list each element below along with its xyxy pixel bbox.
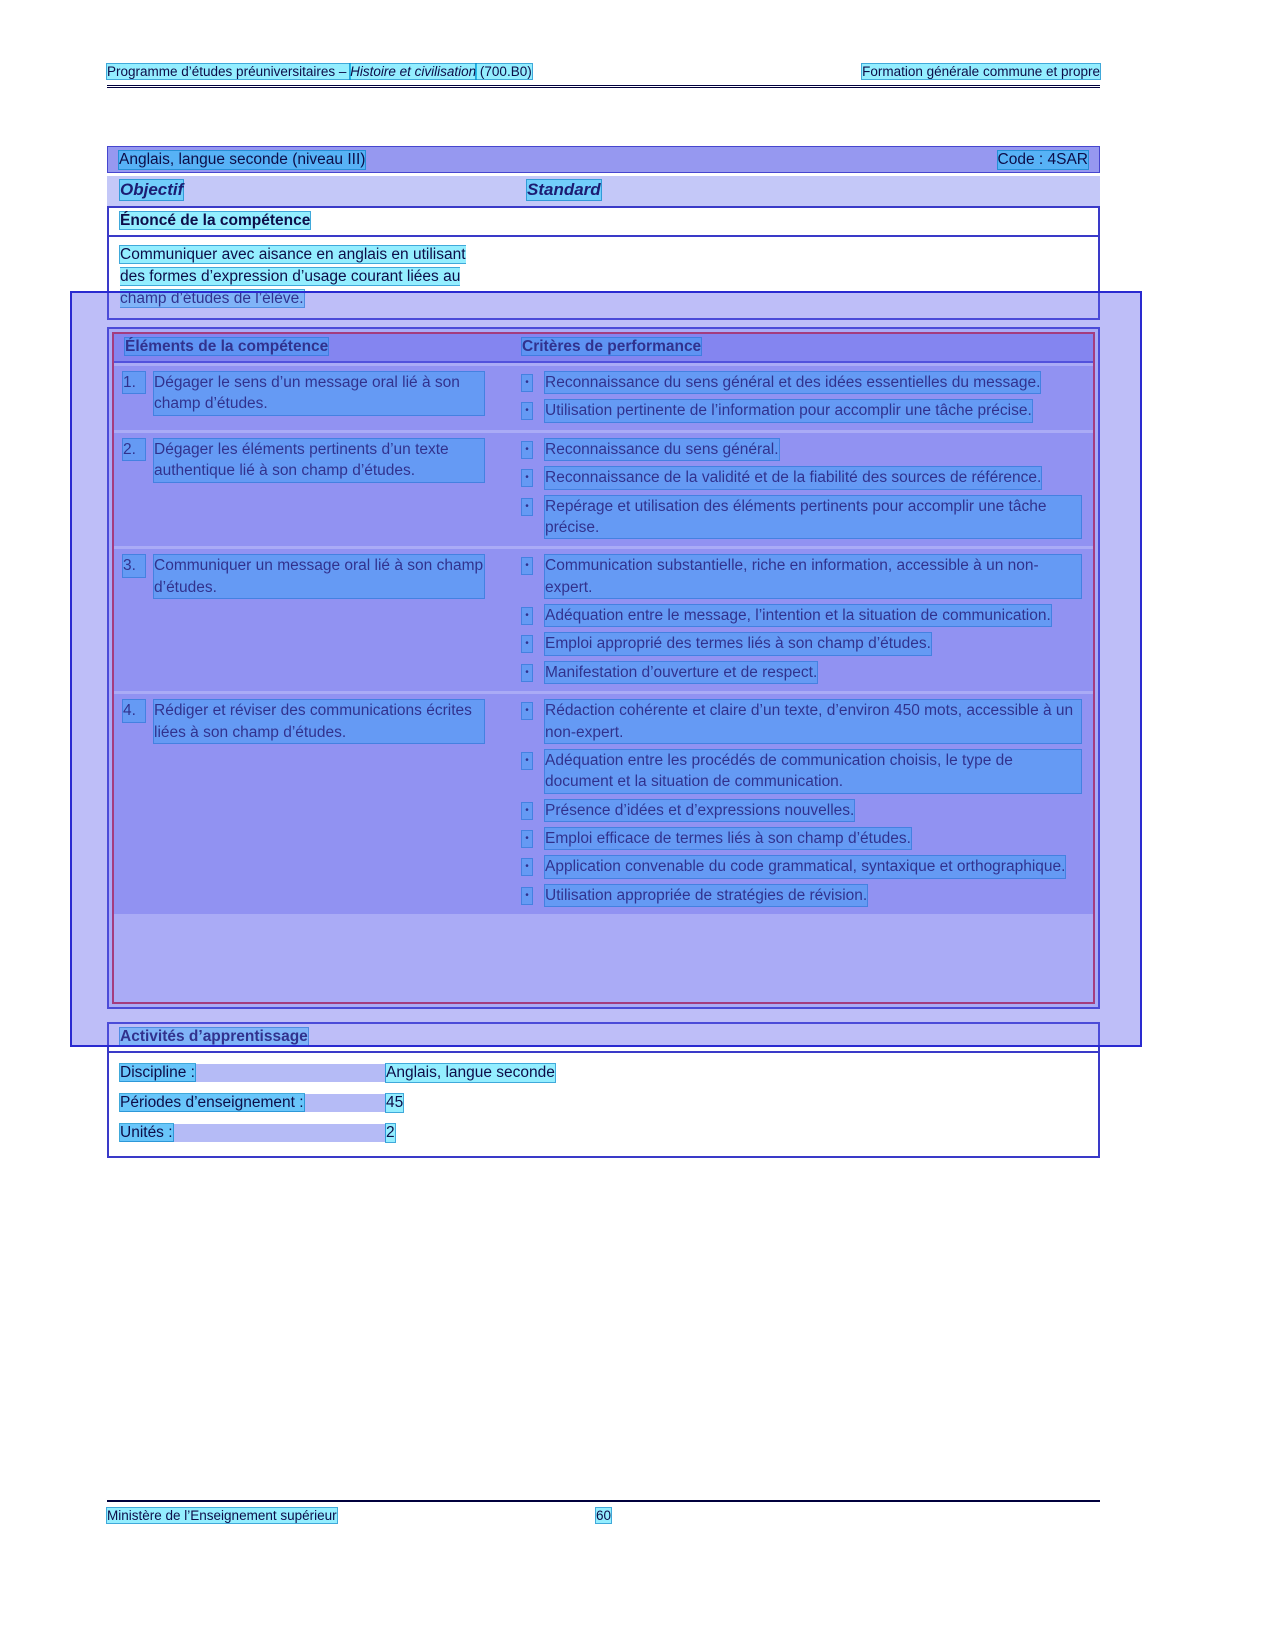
criterion-item xyxy=(522,662,1081,683)
activites-section xyxy=(107,1022,1100,1158)
row-number: 3. xyxy=(123,555,145,576)
bullet-marker: • xyxy=(522,608,532,624)
criterion-text: Communication substantielle, riche en information, accessible à un non-expert. xyxy=(545,555,1081,598)
field-label: Périodes d’enseignement : xyxy=(120,1094,304,1111)
criteria-cell xyxy=(514,555,1093,683)
header-right: Formation générale commune et propre xyxy=(862,64,1100,79)
field-value: Anglais, langue seconde xyxy=(386,1064,555,1081)
criterion-text: Adéquation entre le message, l’intention et la situation de communication. xyxy=(545,605,1051,626)
field-row xyxy=(120,1064,1087,1082)
criterion-item xyxy=(522,400,1081,421)
bullet-marker: • xyxy=(522,703,532,719)
header-left-suffix: (700.B0) xyxy=(476,64,532,79)
objectif-standard-band xyxy=(107,176,1100,206)
enonce-body: Communiquer avec aisance en anglais en utilisant des formes d’expression d’usage courant liées au champ d’études de l’élève. xyxy=(120,246,466,307)
bullet-marker: • xyxy=(522,558,532,574)
criterion-text: Application convenable du code grammatical, syntaxique et orthographique. xyxy=(545,856,1065,877)
field-value: 45 xyxy=(386,1094,404,1111)
criteres-header: Critères de performance xyxy=(522,338,702,355)
competence-table xyxy=(112,332,1095,1004)
table-header-row xyxy=(114,334,1093,363)
element-cell xyxy=(114,555,514,683)
criteria-cell xyxy=(514,372,1093,422)
footer-left: Ministère de l’Enseignement supérieur xyxy=(107,1508,337,1523)
objectif-heading: Objectif xyxy=(120,180,184,199)
course-title: Anglais, langue seconde (niveau III) xyxy=(119,150,366,168)
criterion-item xyxy=(522,856,1081,877)
bullet-marker: • xyxy=(522,665,532,681)
enonce-body-wrap xyxy=(109,237,489,317)
criteria-cell xyxy=(514,439,1093,539)
criterion-text: Présence d’idées et d’expressions nouvelles. xyxy=(545,800,854,821)
running-header xyxy=(107,64,1100,88)
enonce-heading: Énoncé de la compétence xyxy=(120,212,311,229)
course-code: Code : 4SAR xyxy=(997,150,1088,168)
activites-fields xyxy=(109,1053,1098,1142)
criterion-item xyxy=(522,372,1081,393)
table-row xyxy=(114,694,1093,914)
criterion-text: Rédaction cohérente et claire d’un texte, d’environ 450 mots, accessible à un non-expert. xyxy=(545,700,1081,743)
criterion-item xyxy=(522,828,1081,849)
competence-table-outer xyxy=(107,327,1100,1009)
field-label-bar xyxy=(120,1124,386,1142)
criterion-text: Utilisation appropriée de stratégies de révision. xyxy=(545,885,867,906)
bullet-marker: • xyxy=(522,499,532,515)
field-value: 2 xyxy=(386,1124,395,1141)
criterion-item xyxy=(522,439,1081,460)
criterion-text: Reconnaissance du sens général et des idées essentielles du message. xyxy=(545,372,1040,393)
field-label: Discipline : xyxy=(120,1064,195,1081)
header-left-prefix: Programme d’études préuniversitaires – xyxy=(107,64,351,79)
bullet-marker: • xyxy=(522,888,532,904)
bullet-marker: • xyxy=(522,403,532,419)
element-cell xyxy=(114,372,514,422)
criterion-item xyxy=(522,467,1081,488)
field-row xyxy=(120,1124,1087,1142)
criterion-item xyxy=(522,496,1081,539)
bullet-marker: • xyxy=(522,753,532,769)
table-row xyxy=(114,549,1093,691)
criterion-text: Utilisation pertinente de l’information pour accomplir une tâche précise. xyxy=(545,400,1032,421)
criterion-text: Repérage et utilisation des éléments pertinents pour accomplir une tâche précise. xyxy=(545,496,1081,539)
row-number: 2. xyxy=(123,439,145,460)
table-row xyxy=(114,433,1093,547)
criterion-text: Emploi approprié des termes liés à son champ d’études. xyxy=(545,633,931,654)
element-cell xyxy=(114,439,514,539)
page-number-wrap xyxy=(107,1508,1100,1523)
criterion-text: Emploi efficace de termes liés à son champ d’études. xyxy=(545,828,911,849)
criterion-item xyxy=(522,800,1081,821)
header-left-italic: Histoire et civilisation xyxy=(350,64,477,79)
element-cell xyxy=(114,700,514,906)
bullet-marker: • xyxy=(522,636,532,652)
bullet-marker: • xyxy=(522,859,532,875)
criterion-item xyxy=(522,633,1081,654)
criterion-item xyxy=(522,885,1081,906)
criterion-text: Adéquation entre les procédés de communication choisis, le type de document et la situation de communication. xyxy=(545,750,1081,793)
bullet-marker: • xyxy=(522,470,532,486)
bullet-marker: • xyxy=(522,375,532,391)
criterion-item xyxy=(522,700,1081,743)
element-text: Communiquer un message oral lié à son champ d’études. xyxy=(154,555,484,598)
row-number: 1. xyxy=(123,372,145,393)
field-label-bar xyxy=(120,1094,386,1112)
elements-header: Éléments de la compétence xyxy=(125,338,329,355)
bullet-marker: • xyxy=(522,803,532,819)
criterion-text: Reconnaissance de la validité et de la fiabilité des sources de référence. xyxy=(545,467,1041,488)
field-label: Unités : xyxy=(120,1124,173,1141)
table-row xyxy=(114,366,1093,430)
enonce-section xyxy=(107,206,1100,320)
enonce-heading-row xyxy=(109,208,1098,237)
page-footer xyxy=(107,1500,1100,1523)
header-left xyxy=(107,64,532,79)
field-label-bar xyxy=(120,1064,386,1082)
field-row xyxy=(120,1094,1087,1112)
activites-heading-row xyxy=(109,1024,1098,1053)
criteria-cell xyxy=(514,700,1093,906)
element-text: Dégager le sens d’un message oral lié à son champ d’études. xyxy=(154,372,484,415)
criterion-item xyxy=(522,750,1081,793)
page-number: 60 xyxy=(595,1508,612,1523)
course-title-bar xyxy=(107,146,1100,173)
standard-heading: Standard xyxy=(527,180,601,199)
criterion-text: Reconnaissance du sens général. xyxy=(545,439,779,460)
element-text: Dégager les éléments pertinents d’un texte authentique lié à son champ d’études. xyxy=(154,439,484,482)
criterion-item xyxy=(522,555,1081,598)
bullet-marker: • xyxy=(522,442,532,458)
criterion-item xyxy=(522,605,1081,626)
row-number: 4. xyxy=(123,700,145,721)
criterion-text: Manifestation d’ouverture et de respect. xyxy=(545,662,817,683)
element-text: Rédiger et réviser des communications écrites liées à son champ d’études. xyxy=(154,700,484,743)
activites-heading: Activités d’apprentissage xyxy=(120,1028,308,1045)
bullet-marker: • xyxy=(522,831,532,847)
